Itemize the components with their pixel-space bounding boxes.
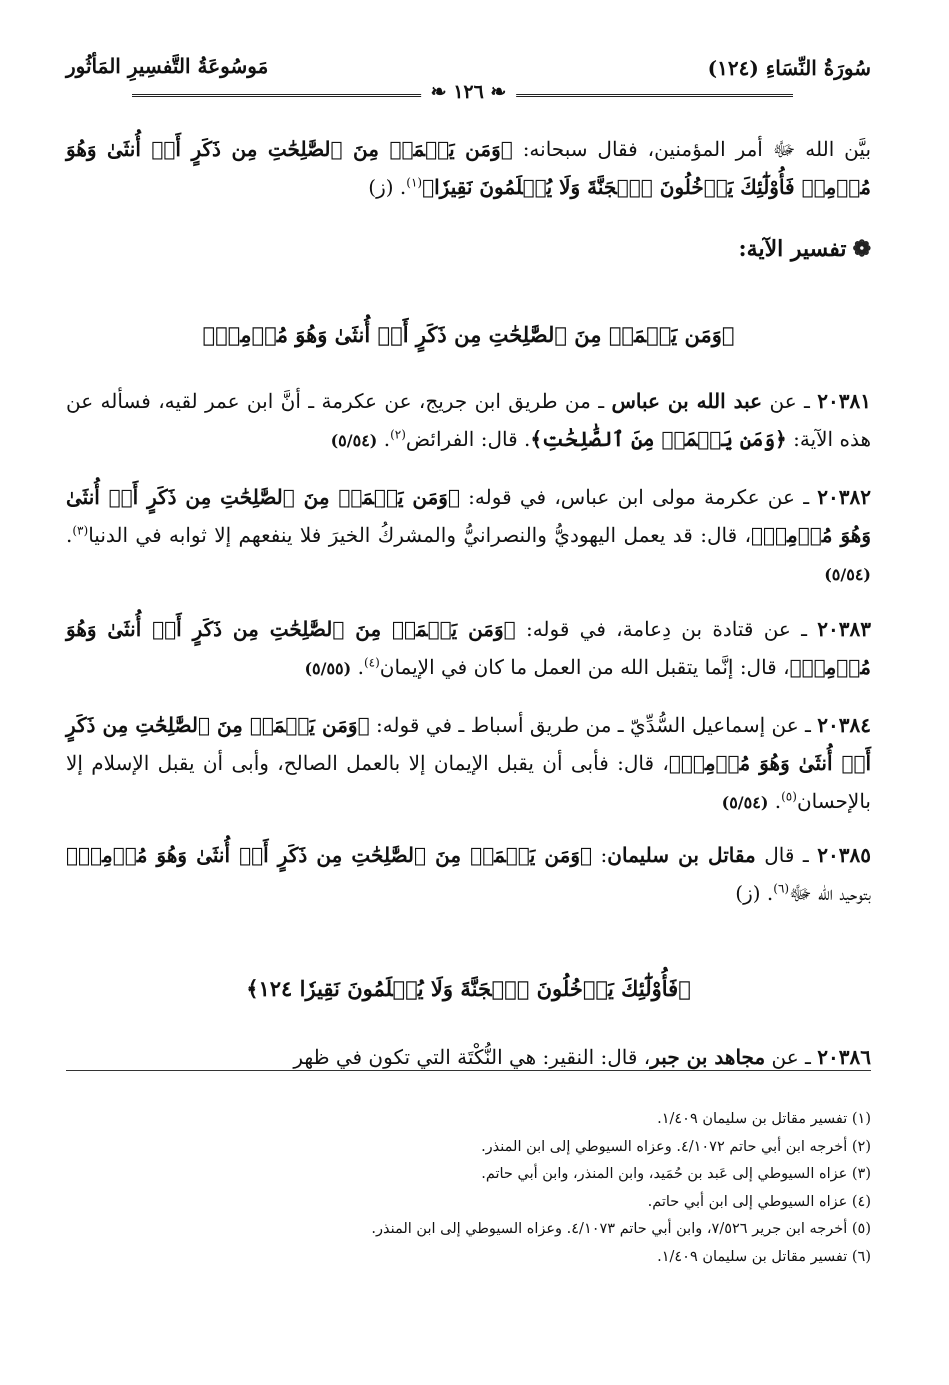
- footnote-marker[interactable]: (١): [406, 175, 423, 190]
- quran-verse: ﴿وَمَن يَعۡمَلۡ مِنَ ٱلصَّٰلِحَٰتِ﴾: [530, 427, 787, 451]
- narration-number: ٢٠٣٨٣: [817, 617, 871, 641]
- narration-number: ٢٠٣٨٢: [817, 485, 872, 509]
- footnote-2: (٢) أخرجه ابن أبي حاتم ٤/١٠٧٢. وعزاه السيوطي إلى ابن المنذر.: [481, 1138, 871, 1155]
- narration-20382: ٢٠٣٨٢ ـ عن عكرمة مولى ابن عباس، في قوله: ﴿وَمَن يَعۡمَلۡ مِنَ ٱلصَّٰلِحَٰتِ مِن ذَكَرٍ أَوۡ أُنثَىٰ وَهُوَ مُؤۡمِنٞ﴾، قال: قد يعمل اليهوديُّ والنصرانيُّ والمشركُ الخيرَ فلا ينفعهم إلا ثوابه في الدنيا$^{(٣)}$. (٥/٥٤): [66, 485, 872, 584]
- narration-number: ٢٠٣٨٥: [817, 843, 871, 867]
- quran-verse: ﴿وَمَن يَعۡمَلۡ مِنَ ٱلصَّٰلِحَٰتِ مِن ذَكَرٍ أَوۡ أُنثَىٰ وَهُوَ مُؤۡمِنٞ﴾: [66, 485, 872, 547]
- footnote-5: (٥) أخرجه ابن جرير ٧/٥٢٦، وابن أبي حاتم ٤/١٠٧٣. وعزاه السيوطي إلى ابن المنذر.: [371, 1221, 871, 1237]
- source-ref: (٥/٥٤): [330, 431, 378, 450]
- section-heading: ❁تفسير الآية:: [738, 236, 871, 262]
- source-ref: (٥/٥٥): [304, 659, 352, 678]
- footnote-divider: [66, 1070, 871, 1071]
- narrator-name: عبد الله بن عباس: [611, 389, 763, 413]
- verse-heading-2: ﴿فَأُوْلَٰٓئِكَ يَدۡخُلُونَ ٱلۡجَنَّةَ وَلَا يُظۡلَمُونَ نَقِيرٗا ١٢٤﴾: [246, 976, 691, 1001]
- footnote-1: (١) تفسير مقاتل بن سليمان ١/٤٠٩.: [657, 1111, 871, 1127]
- verse-heading-1: ﴿وَمَن يَعۡمَلۡ مِنَ ٱلصَّٰلِحَٰتِ مِن ذَكَرٍ أَوۡ أُنثَىٰ وَهُوَ مُؤۡمِنٞ﴾: [202, 322, 735, 347]
- quran-verse: ﴿وَمَن يَعۡمَلۡ مِنَ ٱلصَّٰلِحَٰتِ مِن ذَكَرٍ أَوۡ أُنثَىٰ وَهُوَ مُؤۡمِنٞ فَأُوْلَٰٓئِكَ يَدۡخُلُونَ ٱلۡجَنَّةَ وَلَا يُظۡلَمُونَ نَقِيرٗا﴾: [66, 137, 871, 199]
- narration-20384: ٢٠٣٨٤ ـ عن إسماعيل السُّدِّيّ ـ من طريق أسباط ـ في قوله: ﴿وَمَن يَعۡمَلۡ مِنَ ٱلصَّٰلِحَٰتِ مِن ذَكَرٍ أَوۡ أُنثَىٰ وَهُوَ مُؤۡمِنٞ﴾، قال: فأبى أن يقبل الإيمان إلا بالعمل الصالح، وأبى أن يقبل الإسلام إلا بالإحسان$^{(٥)}$. (٥/٥٤): [66, 713, 871, 813]
- surah-title: سُورَةُ النِّسَاءِ (١٢٤): [707, 56, 871, 80]
- narrator-name: مقاتل بن سليمان: [607, 843, 756, 867]
- quran-verse: ﴿وَمَن يَعۡمَلۡ مِنَ ٱلصَّٰلِحَٰتِ مِن ذَكَرٍ أَوۡ أُنثَىٰ وَهُوَ مُؤۡمِنٞ﴾: [66, 713, 871, 775]
- source-ref: (٥/٥٤): [721, 793, 769, 812]
- narration-number: ٢٠٣٨١: [817, 389, 871, 413]
- narration-number: ٢٠٣٨٦: [817, 1045, 871, 1069]
- narration-20381: ٢٠٣٨١ ـ عن عبد الله بن عباس ـ من طريق ابن جريج، عن عكرمة ـ أنَّ ابن عمر لقيه، فسأله عن هذه الآية: ﴿وَمَن يَعۡمَلۡ مِنَ ٱلصَّٰلِحَٰتِ﴾. قال: الفرائض$^{(٢)}$. (٥/٥٤): [66, 389, 871, 451]
- intro-paragraph: بيَّن الله ﷻ أمر المؤمنين، فقال سبحانه: ﴿وَمَن يَعۡمَلۡ مِنَ ٱلصَّٰلِحَٰتِ مِن ذَكَرٍ أَوۡ أُنثَىٰ وَهُوَ مُؤۡمِنٞ فَأُوْلَٰٓئِكَ يَدۡخُلُونَ ٱلۡجَنَّةَ وَلَا يُظۡلَمُونَ نَقِيرٗا﴾$^{(١)}$. (ز): [66, 137, 872, 199]
- narration-number: ٢٠٣٨٤: [817, 713, 871, 737]
- flower-icon: ❁: [852, 236, 871, 262]
- footnotes: [66, 1106, 871, 1271]
- narrator-name: مجاهد بن جبر: [650, 1045, 766, 1069]
- book-title: مَوسُوعَةُ التَّفسِيرِ المَأثُور: [66, 54, 269, 78]
- narration-20385: ٢٠٣٨٥ ـ قال مقاتل بن سليمان: ﴿وَمَن يَعۡمَلۡ مِنَ ٱلصَّٰلِحَٰتِ مِن ذَكَرٍ أَوۡ أُنثَىٰ وَهُوَ مُؤۡمِنٞ﴾ بتوحيد الله ﷻ$^{(٦)}$. (ز): [66, 843, 871, 905]
- footnote-marker[interactable]: (٣): [72, 523, 89, 538]
- source-ref: (٥/٥٤): [824, 565, 871, 584]
- footnote-6: (٦) تفسير مقاتل بن سليمان ١/٤٠٩.: [657, 1248, 871, 1265]
- quran-verse: ﴿وَمَن يَعۡمَلۡ مِنَ ٱلصَّٰلِحَٰتِ مِن ذَكَرٍ أَوۡ أُنثَىٰ وَهُوَ مُؤۡمِنٞ﴾: [66, 843, 593, 867]
- page-number: ❧ ١٢٦ ❧: [421, 81, 517, 103]
- footnote-marker[interactable]: (٦): [773, 881, 790, 896]
- narration-20383: ٢٠٣٨٣ ـ عن قتادة بن دِعامة، في قوله: ﴿وَمَن يَعۡمَلۡ مِنَ ٱلصَّٰلِحَٰتِ مِن ذَكَرٍ أَوۡ أُنثَىٰ وَهُوَ مُؤۡمِنٞ﴾، قال: إنَّما يتقبل الله من العمل ما كان في الإيمان$^{(٤)}$. (٥/٥٥): [66, 617, 871, 679]
- footnote-marker[interactable]: (٥): [781, 789, 797, 804]
- footnote-marker[interactable]: (٤): [363, 655, 380, 670]
- footnote-marker[interactable]: (٢): [390, 427, 406, 442]
- footnote-3: (٣) عزاه السيوطي إلى عَبد بن حُمَيد، وابن المنذر، وابن أبي حاتم.: [481, 1166, 871, 1182]
- quran-verse: ﴿وَمَن يَعۡمَلۡ مِنَ ٱلصَّٰلِحَٰتِ مِن ذَكَرٍ أَوۡ أُنثَىٰ وَهُوَ مُؤۡمِنٞ﴾: [66, 617, 871, 679]
- running-header: [66, 48, 871, 103]
- footnote-4: (٤) عزاه السيوطي إلى ابن أبي حاتم.: [647, 1193, 871, 1210]
- narration-20386: ٢٠٣٨٦ ـ عن مجاهد بن جبر، قال: النقير: هي النُّكْتَة التي تكون في ظهر: [293, 1045, 871, 1069]
